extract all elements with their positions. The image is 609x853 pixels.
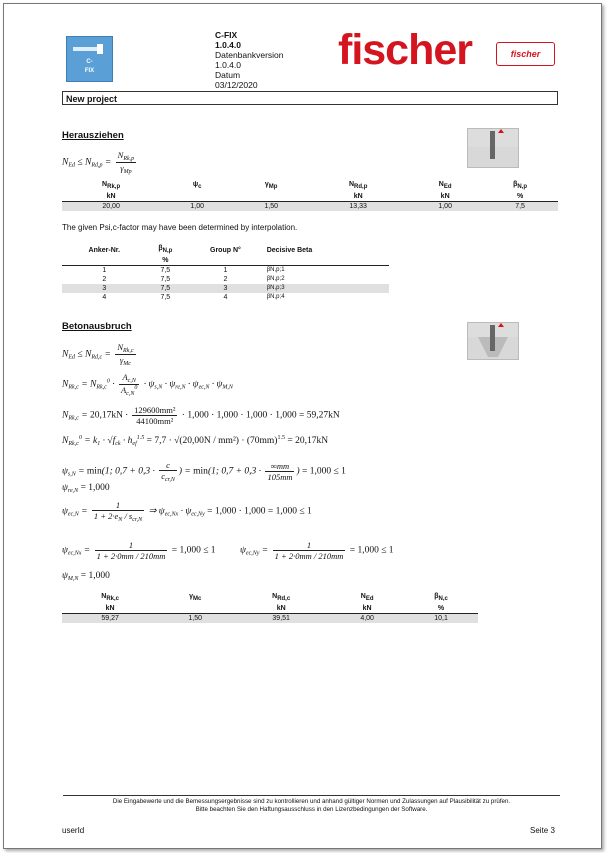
pullout-illustration-icon bbox=[467, 128, 519, 168]
col-decisive: Decisive Beta bbox=[267, 244, 389, 266]
formula-concrete-check: $N_{Ed} \le N_{Rd,c}$ = $\frac{N_{Rk,c}}{\gamma_{Mc}}$ bbox=[62, 342, 134, 367]
section-title-concrete: Betonausbruch bbox=[62, 321, 132, 332]
cfix-logo: C- FIX bbox=[66, 36, 113, 82]
col-nrkp: NRk,p kN bbox=[62, 180, 160, 202]
db-version: 1.0.4.0 bbox=[215, 60, 241, 70]
col-betap: βN,p % bbox=[482, 180, 558, 202]
col-psic: ψc bbox=[160, 180, 234, 202]
fish-badge-logo: fischer bbox=[496, 42, 555, 66]
col-betac: βN,c % bbox=[404, 592, 478, 614]
col-nrdc: NRd,c kN bbox=[232, 592, 330, 614]
col-group: Group N° bbox=[184, 244, 267, 266]
project-name: New project bbox=[62, 91, 558, 105]
table-row: 2 7,5 2 βN,p;2 bbox=[102, 276, 285, 283]
formula-psi-ec: $\psi_{ec,N}$ = $\frac{1}{1 + 2\cdot e_N / s_{cr,N}}$ ⇒ $\psi_{ec,Nx} \cdot \psi_{ec,Ny} = 1,000 \cdot 1,000 = 1,000 \le 1$ bbox=[62, 500, 312, 523]
formula-psi-m: $\psi_{M,N} = 1,000$ bbox=[62, 571, 110, 582]
product-version: 1.0.4.0 bbox=[215, 40, 241, 50]
formula-pullout: $N_{Ed} \le N_{Rd,p}$ = $\frac{N_{Rk,p}}{\gamma_{Mp}}$ bbox=[62, 150, 135, 175]
formula-nrkc0: $N_{Rk,c}^0 = k_1 \cdot √f_{ck} \cdot h_{ef}^{1.5} = 7,7 \cdot √(20,00N / mm^2) \cdot (70mm)^{1.5} = 20,17kN$ bbox=[62, 435, 329, 448]
formula-psi-ec-x: $\psi_{ec,Nx}$ = $\frac{1}{1 + 2\cdot 0mm / 210mm}$ = 1,000 ≤ 1 bbox=[62, 540, 216, 561]
col-nrdp: NRd,p kN bbox=[308, 180, 408, 202]
db-label: Datenbankversion bbox=[215, 50, 284, 60]
header-info bbox=[215, 30, 284, 90]
footer-disclaimer: Die Eingabewerte und die Bemessungsergebnisse sind zu kontrollieren und anhand gültiger Normen und Zulassungen auf Plausibilität zu prüfen. Bitte beachten Sie den Haftungsausschluss in den Lizenzbedingungen der Software. bbox=[112, 798, 511, 813]
brand-logo: fischer bbox=[338, 26, 473, 74]
pullout-table bbox=[62, 180, 558, 211]
col-nrkc: NRk,c kN bbox=[62, 592, 158, 614]
table-row: 3 7,5 3 βN,p;3 bbox=[62, 284, 389, 293]
col-ned-c: NEd kN bbox=[330, 592, 404, 614]
footer-user: userId bbox=[62, 826, 85, 835]
col-gmc: γMc bbox=[158, 592, 232, 614]
product-name: C-FIX bbox=[215, 30, 238, 40]
col-ned: NEd kN bbox=[408, 180, 482, 202]
page-number: Seite 3 bbox=[530, 826, 555, 835]
col-beta: βN,p % bbox=[147, 244, 184, 266]
concrete-cone-illustration-icon bbox=[467, 322, 519, 360]
date-label: Datum bbox=[215, 70, 241, 80]
formula-psi-re: $\psi_{re,N} = 1,000$ bbox=[62, 483, 110, 494]
formula-nrkc-general: $N_{Rk,c} = N_{Rk,c}^0$ · $\frac{A_{c,N}}{A_{c,N}^0}$ · $\psi_{s,N} \cdot \psi_{re,N} \cdot \psi_{ec,N} \cdot \psi_{M,N}$ bbox=[62, 372, 233, 397]
formula-psi-ec-y: $\psi_{ec,Ny}$ = $\frac{1}{1 + 2\cdot 0mm / 210mm}$ = 1,000 ≤ 1 bbox=[240, 540, 394, 561]
anchor-table bbox=[62, 244, 389, 302]
footer-divider bbox=[63, 795, 560, 796]
concrete-table bbox=[62, 592, 478, 623]
section-title-pullout: Herausziehen bbox=[62, 130, 124, 141]
date-value: 03/12/2020 bbox=[215, 80, 258, 90]
interpolation-note: The given Psi,c-factor may have been determined by interpolation. bbox=[62, 223, 298, 232]
table-row: 20,00 1,00 1,50 13,33 1,00 7,5 bbox=[62, 202, 558, 212]
col-anchor-nr: Anker-Nr. bbox=[62, 244, 147, 266]
table-row: 1 7,5 1 βN,p;1 bbox=[102, 267, 285, 274]
col-gmp: γMp bbox=[234, 180, 308, 202]
formula-psi-s: $\psi_{s,N} = \min(1$; 0,7 + 0,3 · $\frac{c}{c_{cr,N}}$ ) = min(1; 0,7 + 0,3 · $\frac{\infty mm}{105mm}$ ) = 1,000 ≤ 1 bbox=[62, 460, 346, 483]
formula-nrkc-values: $N_{Rk,c} = 20,17kN$ · $\frac{\text{129600mm²}}{\text{44100mm²}}$ · 1,000 · 1,000 · 1,000 · 1,000 = 59,27kN bbox=[62, 405, 340, 426]
table-row: 59,27 1,50 39,51 4,00 10,1 bbox=[62, 614, 478, 624]
table-row: 4 7,5 4 βN,p;4 bbox=[102, 294, 285, 301]
